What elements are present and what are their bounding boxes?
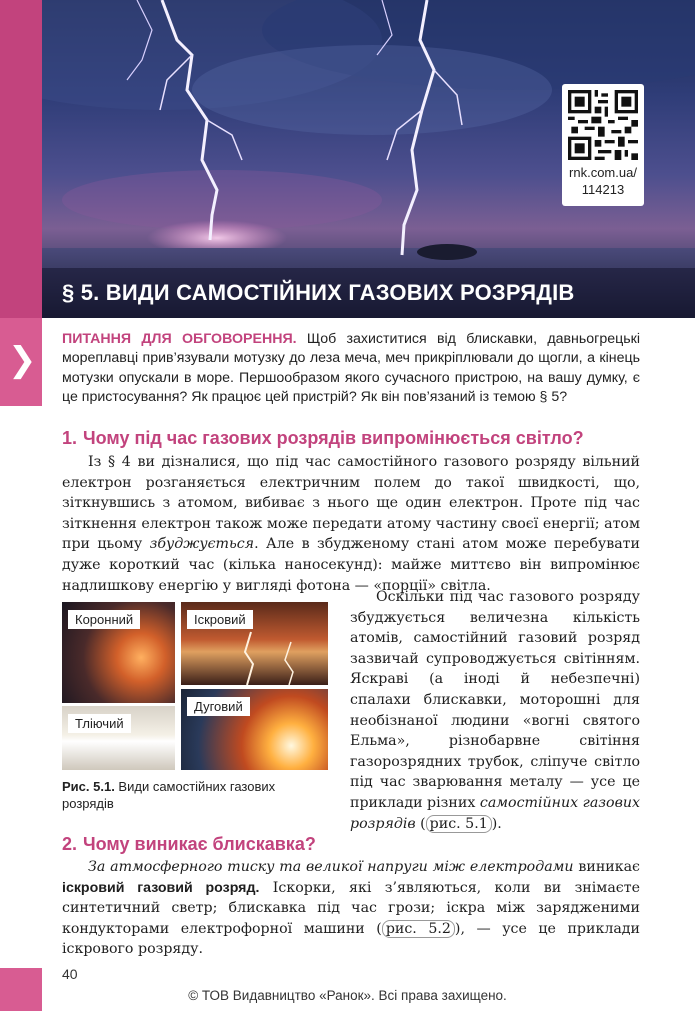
discussion-tab bbox=[0, 318, 42, 406]
photo-glow-discharge: Тліючий bbox=[62, 706, 175, 770]
page-number: 40 bbox=[62, 966, 78, 982]
chevron-right-icon: ❯ bbox=[8, 340, 37, 380]
heading-section-2: 2. Чому виникає блискавка? bbox=[62, 834, 316, 854]
paragraph-3: За атмосферного тиску та великої напруги між електродами виникає іскровий газовий розряд. Іскорки, які з’являються, коли ви знімаєте синтетичний светр; блискавка під час грози; іскра між зарядженими кондукторами електрофорної машини ( рис. 5.2 ), — усе це приклади іскрового розряду. bbox=[62, 859, 641, 958]
qr-code-icon bbox=[568, 90, 638, 160]
chapter-color-bar bbox=[0, 0, 42, 318]
photo-spark-discharge: Іскровий bbox=[181, 602, 328, 685]
heading-section-1: 1. Чому під час газових розрядів випромінюється світло? bbox=[62, 428, 584, 448]
section-title: § 5. ВИДИ САМОСТІЙНИХ ГАЗОВИХ РОЗРЯДІВ bbox=[62, 280, 575, 305]
photo-arc-discharge: Дуговий bbox=[181, 689, 328, 770]
discussion-question bbox=[62, 330, 640, 408]
paragraph-2: Оскільки під час газового розряду збуджується величезна кількість атомів, самостійний газовий розряд зазвичай супроводжується світінням. Яскраві (а іноді й небезпечні) спалахи блискавки, моторошні для необізнаної людини «вогні святого Ельма», різнобарвне світіння газорозрядних трубок, сліпуче світло під час зварювання металу — усе це приклади різних самостійних газових розрядів ( рис. 5.1 ). bbox=[350, 589, 640, 832]
qr-code-card[interactable] bbox=[562, 84, 644, 206]
discussion-lead: ПИТАННЯ ДЛЯ ОБГОВОРЕННЯ. bbox=[62, 331, 297, 347]
copyright-footer: © ТОВ Видавництво «Ранок». Всі права захищено. bbox=[188, 988, 507, 1003]
qr-link[interactable]: rnk.com.ua/ 114213 bbox=[569, 165, 637, 197]
paragraph-1: Із § 4 ви дізналися, що під час самостійного газового розряду вільний електрон розганяється електричним полем до такої швидкості, що, зіткнувшись з атомом, вибиває з нього ще один електрон. Проте під час зіткнення електрон також може передати атому частину своєї енергії; атом при цьому збуджується. Але в збудженому стані атом може перебувати дуже короткий час (кілька наносекунд): майже миттєво він випромінює надлишкову енергію у вигляді фотона — «порції» світла. bbox=[62, 454, 640, 594]
discussion-text: Щоб захиститися від блискавки, давньогрецькі мореплавці прив’язували мотузку до леза меча, меч прикріплювали до щогли, а кінець мотузки опускали в море. Першообразом якого сучасного пристрою, на вашу думку, є це пристосування? Як працює цей пристрій? Як він пов’язаний із темою § 5? bbox=[62, 331, 640, 406]
figure-ref-5-2[interactable]: рис. 5.2 bbox=[382, 920, 455, 938]
photo-corona-discharge: Коронний bbox=[62, 602, 175, 703]
figure-ref-5-1[interactable]: рис. 5.1 bbox=[426, 815, 492, 833]
figure-caption: Рис. 5.1. Види самостійних газових розрядів bbox=[62, 779, 276, 811]
